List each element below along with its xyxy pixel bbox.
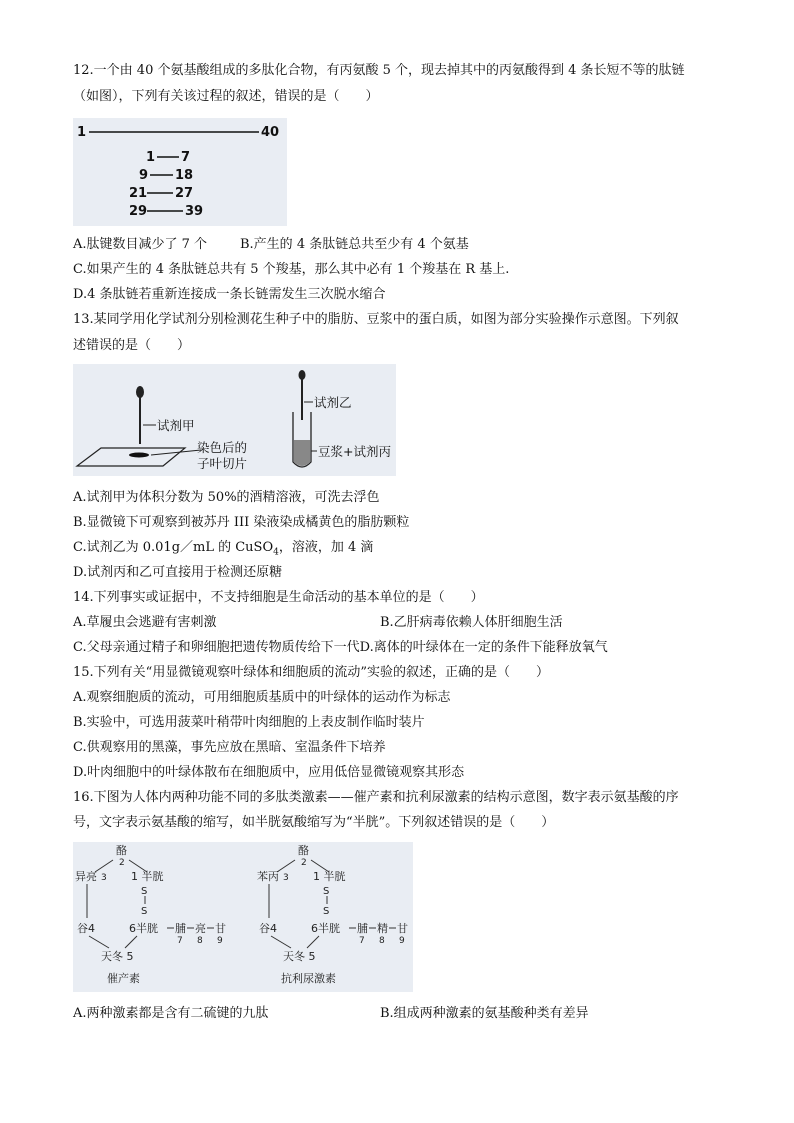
vaso-n3: 3 (283, 873, 289, 883)
vaso-cys1: 1 半胱 (313, 870, 346, 883)
chain-3-start: 21 (129, 186, 148, 201)
q14-stem: 14.下列事实或证据中，不支持细胞是生命活动的基本单位的是（ ） (73, 590, 484, 605)
q13-option-c-sub: 4 (273, 547, 279, 558)
q15-option-a: A.观察细胞质的流动，可用细胞质基质中的叶绿体的运动作为标志 (73, 690, 451, 705)
oxytocin-structure (75, 844, 226, 985)
vaso-n2: 2 (301, 858, 307, 868)
label-reagent-b: 试剂乙 (314, 395, 352, 410)
chain-full-start: 1 (77, 125, 87, 140)
vaso-s1: S (323, 886, 330, 897)
cotyledon-slice (129, 453, 149, 458)
chain-4-end: 39 (185, 204, 204, 219)
vaso-n9: 9 (399, 936, 405, 946)
chain-2-start: 9 (139, 168, 149, 183)
oxy-n3: 3 (101, 873, 107, 883)
q13-experiment-figure (73, 364, 396, 476)
q15-option-c: C.供观察用的黑藻，事先应放在黑暗、室温条件下培养 (73, 740, 386, 755)
vaso-tyr: 酪 (298, 844, 309, 857)
q13-stem-line-1: 13.某同学用化学试剂分别检测花生种子中的脂肪、豆浆中的蛋白质，如图为部分实验操作示意图。下列叙 (73, 312, 679, 327)
q12-option-d: D.4 条肽链若重新连接成一条长链需发生三次脱水缩合 (73, 287, 386, 302)
q14-option-b: B.乙肝病毒依赖人体肝细胞生活 (380, 615, 563, 630)
q15-stem: 15.下列有关“用显微镜观察叶绿体和细胞质的流动”实验的叙述，正确的是（ ） (73, 665, 549, 680)
vaso-glu: 谷4 (259, 922, 277, 935)
q12-stem-line-2: （如图），下列有关该过程的叙述，错误的是（ ） (73, 89, 379, 104)
q12-stem-line-1: 12.一个由 40 个氨基酸组成的多肽化合物，有丙氨酸 5 个，现去掉其中的丙氨酸得到 4 条长短不等的肽链 (73, 63, 685, 78)
vaso-n8: 8 (379, 936, 385, 946)
vasopressin-structure (257, 844, 408, 985)
vaso-phe: 苯丙 (257, 870, 279, 883)
q15-option-b: B.实验中，可选用菠菜叶稍带叶肉细胞的上表皮制作临时装片 (73, 715, 425, 730)
q13-option-c-pre: C.试剂乙为 0.01g／mL 的 CuSO (73, 540, 274, 555)
q12-peptide-chain-figure (73, 118, 287, 226)
label-reagent-a: 试剂甲 (157, 418, 195, 433)
vaso-pro: 脯 (357, 922, 368, 935)
q13-stem-line-2: 述错误的是（ ） (73, 338, 191, 353)
chain-1-start: 1 (146, 150, 156, 165)
label-slice-line-2: 子叶切片 (197, 456, 248, 471)
vaso-arg: 精 (377, 922, 388, 935)
label-tube: 豆浆+试剂丙 (318, 444, 391, 459)
oxy-ile: 异亮 (75, 870, 97, 883)
q14-option-a: A.草履虫会逃避有害刺激 (73, 615, 217, 630)
oxy-n8: 8 (197, 936, 203, 946)
oxy-pro: 脯 (175, 922, 186, 935)
oxy-tyr: 酪 (116, 844, 127, 857)
tube-liquid (294, 440, 310, 466)
chain-1-end: 7 (181, 150, 191, 165)
q13-option-d: D.试剂丙和乙可直接用于检测还原糖 (73, 565, 283, 580)
q12-option-b: B.产生的 4 条肽链总共至少有 4 个氨基 (240, 237, 469, 252)
q16-stem-line-1: 16.下图为人体内两种功能不同的多肽类激素——催产素和抗利尿激素的结构示意图，数字表示氨基酸的序 (73, 790, 679, 805)
slice-pointer (151, 450, 201, 455)
vaso-s2: S (323, 906, 330, 917)
q16-stem-line-2: 号，文字表示氨基酸的缩写，如半胱氨酸缩写为“半胱”。下列叙述错误的是（ ） (73, 815, 555, 830)
chain-3-end: 27 (175, 186, 194, 201)
dropper-b-icon (299, 370, 306, 420)
oxy-n2: 2 (119, 858, 125, 868)
vasopressin-name: 抗利尿激素 (281, 972, 336, 985)
q16-option-b: B.组成两种激素的氨基酸种类有差异 (380, 1006, 589, 1021)
q14-option-d-text: D.离体的叶绿体在一定的条件下能释放氧气 (359, 640, 608, 655)
oxy-n7: 7 (177, 936, 183, 946)
vaso-cys6: 6半胱 (311, 922, 340, 935)
vaso-n7: 7 (359, 936, 365, 946)
oxy-gly: 甘 (215, 922, 226, 935)
oxy-s1: S (141, 886, 148, 897)
q16-hormone-structure-figure (73, 842, 413, 992)
q16-option-a: A.两种激素都是含有二硫键的九肽 (73, 1006, 269, 1021)
q15-option-d: D.叶肉细胞中的叶绿体散布在细胞质中，应用低倍显微镜观察其形态 (73, 765, 465, 780)
microscope-slide (77, 448, 185, 466)
chain-4-start: 29 (129, 204, 148, 219)
q14-option-c (73, 639, 608, 657)
oxytocin-name: 催产素 (107, 972, 140, 985)
oxy-s2: S (141, 906, 148, 917)
q12-option-c: C.如果产生的 4 条肽链总共有 5 个羧基，那么其中必有 1 个羧基在 R 基上. (73, 262, 510, 277)
oxy-n9: 9 (217, 936, 223, 946)
q12-option-a: A.肽键数目减少了 7 个 (73, 237, 208, 252)
oxy-cys1: 1 半胱 (131, 870, 164, 883)
chain-full-end: 40 (261, 125, 280, 140)
dropper-a-icon (136, 386, 144, 444)
label-slice-line-1: 染色后的 (197, 440, 248, 455)
q13-option-b: B.显微镜下可观察到被苏丹 III 染液染成橘黄色的脂肪颗粒 (73, 515, 410, 530)
q13-option-a: A.试剂甲为体积分数为 50%的酒精溶液，可洗去浮色 (73, 490, 380, 505)
q14-option-c-text: C.父母亲通过精子和卵细胞把遗传物质传给下一代 (73, 640, 360, 655)
oxy-glu: 谷4 (77, 922, 95, 935)
oxy-cys6: 6半胱 (129, 922, 158, 935)
chain-2-end: 18 (175, 168, 194, 183)
q13-option-c (73, 539, 373, 562)
q13-option-c-post: ，溶液，加 4 滴 (278, 540, 374, 555)
oxy-asn: 天冬 5 (101, 950, 134, 963)
vaso-gly: 甘 (397, 922, 408, 935)
oxy-leu: 亮 (195, 922, 206, 935)
vaso-asn: 天冬 5 (283, 950, 316, 963)
